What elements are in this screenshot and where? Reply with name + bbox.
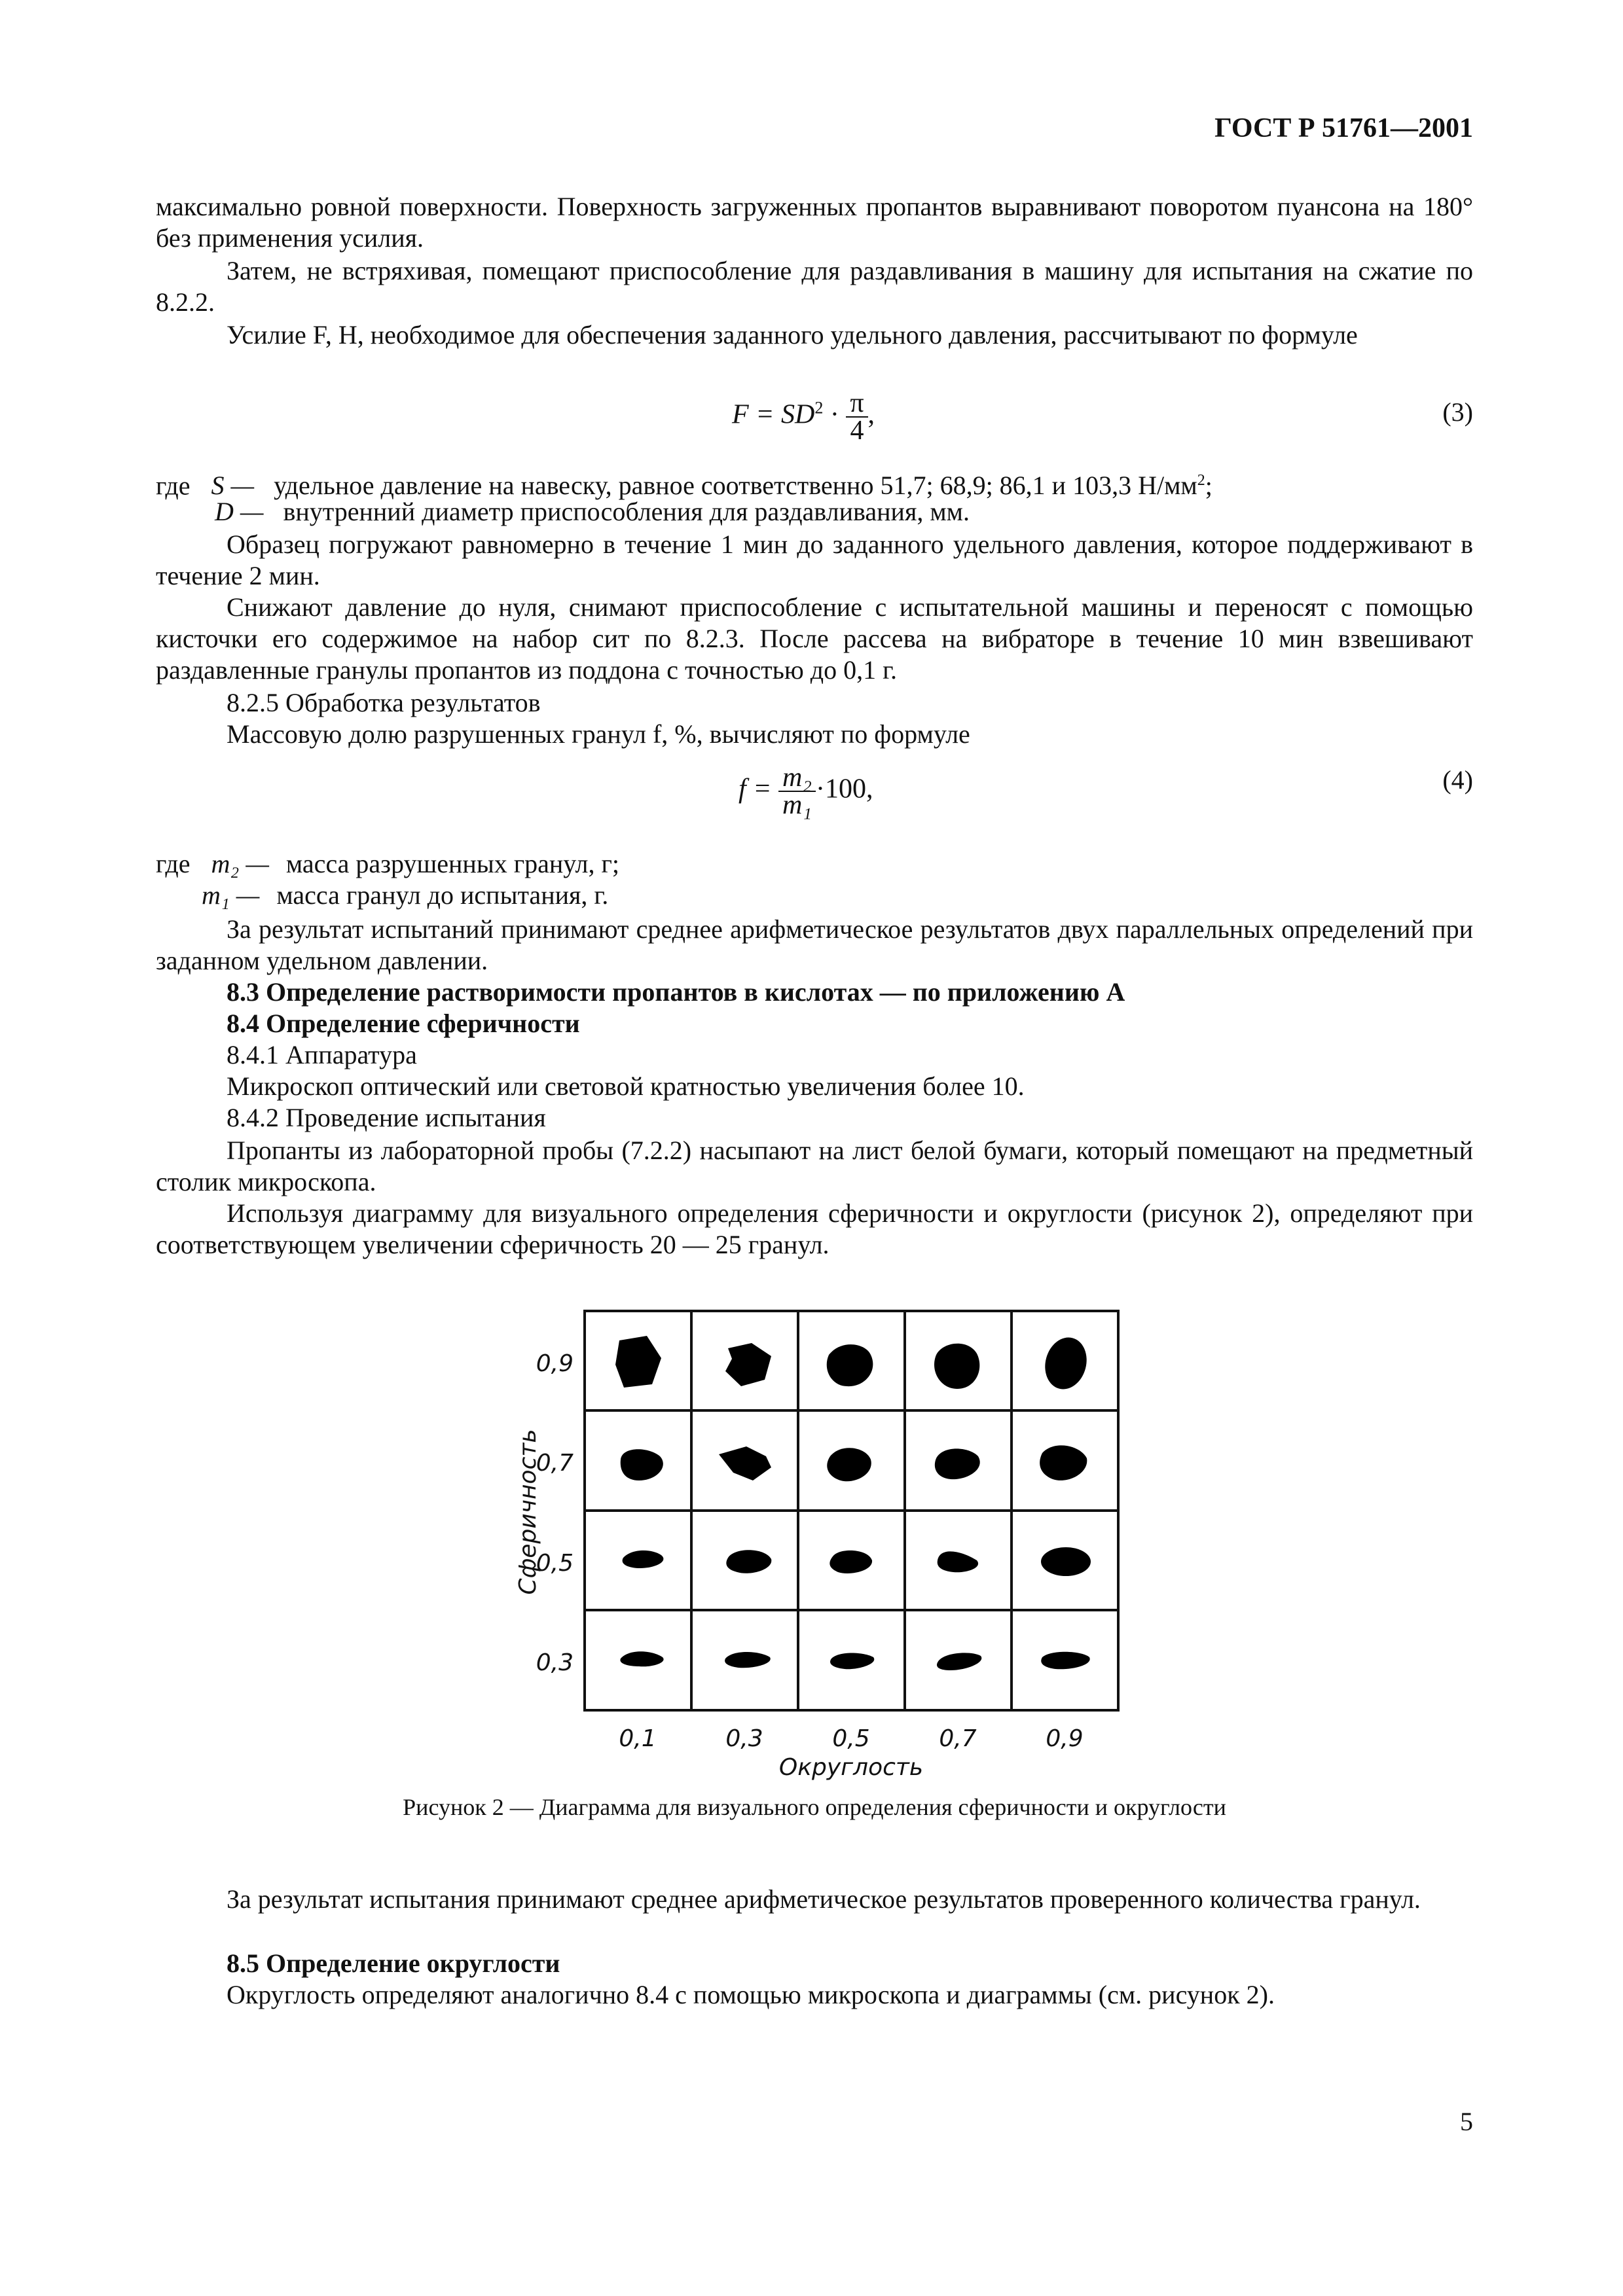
equation-3-dot: ·: [830, 399, 839, 430]
grain-s07-r05: [827, 1448, 871, 1481]
x-axis-label: Округлость: [778, 1754, 924, 1781]
paragraph-1: максимально ровной поверхности. Поверхность загруженных пропантов выравнивают поворотом пуансона на 180° без применения усилия.: [156, 192, 1473, 253]
equation-3-tail: ,: [867, 399, 875, 430]
grain-s07-r03: [719, 1446, 771, 1480]
equation-4-number: (4): [1442, 765, 1473, 795]
grain-s03-r09: [1041, 1652, 1089, 1670]
where-m2-text: масса разрушенных гранул, г;: [285, 849, 619, 878]
figure-2-caption: Рисунок 2 — Диаграмма для визуального определения сферичности и округлости: [403, 1794, 1226, 1820]
y-axis-label: Сферичность: [515, 1429, 541, 1595]
where-d-symbol: D —: [215, 497, 264, 526]
section-8-3: 8.3 Определение растворимости пропантов в кислотах — по приложению А: [227, 977, 1125, 1007]
x-tick-label: 0,1: [619, 1725, 657, 1752]
grain-s09-r05: [827, 1344, 873, 1386]
grain-s09-r01: [615, 1336, 661, 1388]
where-s-end: ;: [1205, 471, 1213, 501]
equation-4-numerator: m₂: [778, 764, 816, 792]
paragraph-12: Округлость определяют аналогично 8.4 с помощью микроскопа и диаграммы (см. рисунок 2).: [227, 1980, 1275, 2009]
equation-4-lhs: f =: [739, 774, 772, 804]
equation-3-number: (3): [1442, 397, 1473, 427]
equation-3-exponent: 2: [814, 398, 824, 418]
section-8-4: 8.4 Определение сферичности: [227, 1009, 580, 1038]
where-s-prefix: где: [156, 471, 191, 501]
where-d-text: внутренний диаметр приспособления для раздавливания, мм.: [283, 497, 970, 526]
x-tick-label: 0,9: [1046, 1725, 1084, 1752]
grain-s09-r07: [934, 1344, 979, 1389]
equation-3-lhs: F = SD: [732, 399, 815, 430]
grain-s05-r09: [1041, 1547, 1091, 1576]
equation-3-denominator: 4: [850, 416, 864, 446]
document-header: ГОСТ Р 51761—2001: [1214, 113, 1473, 143]
grain-s07-r01: [621, 1449, 663, 1480]
grain-s07-r07: [935, 1448, 980, 1479]
where-s-symbol: S —: [211, 471, 255, 501]
paragraph-7: За результат испытаний принимают среднее арифметическое результатов двух параллельных определений при заданном удельном давлении.: [156, 914, 1473, 975]
y-tick-label: 0,9: [536, 1350, 574, 1377]
paragraph-8: Микроскоп оптический или световой кратностью увеличения более 10.: [227, 1071, 1025, 1101]
grain-s03-r03: [725, 1652, 771, 1668]
paragraph-10: Используя диаграмму для визуального определения сферичности и округлости (рисунок 2), определяют при соответствующем увеличении сферичность 20 — 25 гранул.: [156, 1198, 1473, 1259]
where-m1-text: масса гранул до испытания, г.: [276, 880, 609, 910]
paragraph-2: Затем, не встряхивая, помещают приспособление для раздавливания в машину для испытания на сжатие по 8.2.2.: [156, 256, 1473, 317]
section-8-2-5: 8.2.5 Обработка результатов: [227, 688, 541, 717]
where-m2-prefix: где: [156, 849, 191, 878]
grain-s09-r09: [1040, 1333, 1093, 1393]
section-8-4-2: 8.4.2 Проведение испытания: [227, 1103, 546, 1132]
y-tick-label: 0,5: [536, 1550, 574, 1577]
section-8-4-1: 8.4.1 Аппаратура: [227, 1040, 417, 1069]
equation-4-tail: ·100,: [815, 774, 873, 804]
y-tick-label: 0,3: [536, 1649, 574, 1676]
paragraph-9: Пропанты из лабораторной пробы (7.2.2) насыпают на лист белой бумаги, который помещают на предметный столик микроскопа.: [156, 1136, 1473, 1196]
grain-s05-r07: [938, 1551, 978, 1572]
grain-s05-r01: [623, 1551, 664, 1568]
x-tick-label: 0,3: [725, 1725, 763, 1752]
where-m2-symbol: m₂ —: [211, 849, 269, 878]
where-m1-symbol: m₁ —: [202, 880, 260, 910]
grain-shapes: [615, 1333, 1092, 1670]
grain-s05-r03: [726, 1550, 771, 1573]
paragraph-11: За результат испытания принимают среднее арифметическое результатов проверенного количества гранул.: [227, 1884, 1421, 1914]
paragraph-6: Массовую долю разрушенных гранул f, %, вычисляют по формуле: [227, 719, 970, 749]
page-number: 5: [1460, 2107, 1473, 2136]
grain-s03-r07: [937, 1653, 981, 1670]
grain-s05-r05: [830, 1551, 872, 1573]
where-s-sup: 2: [1197, 472, 1205, 489]
equation-4-denominator: m₁: [782, 790, 812, 820]
section-8-5: 8.5 Определение округлости: [227, 1948, 560, 1978]
x-tick-label: 0,7: [939, 1725, 977, 1752]
where-s-text: удельное давление на навеску, равное соответственно 51,7; 68,9; 86,1 и 103,3 Н/мм: [274, 471, 1197, 501]
y-tick-label: 0,7: [536, 1450, 574, 1477]
paragraph-3: Усилие F, Н, необходимое для обеспечения заданного удельного давления, рассчитывают по формуле: [227, 320, 1358, 350]
grain-s09-r03: [725, 1343, 771, 1386]
paragraph-5: Снижают давление до нуля, снимают приспособление с испытательной машины и переносят с помощью кисточки его содержимое на набор сит по 8.2.3. После рассева на вибраторе в течение 10 мин взвешивают раздавленные гранулы пропантов из поддона с точностью до 0,1 г.: [156, 592, 1473, 685]
equation-3-numerator: π: [846, 390, 867, 418]
x-tick-label: 0,5: [832, 1725, 870, 1752]
grain-s03-r05: [830, 1653, 874, 1670]
grain-s07-r09: [1040, 1445, 1087, 1480]
paragraph-4: Образец погружают равномерно в течение 1 мин до заданного удельного давления, которое поддерживают в течение 2 мин.: [156, 529, 1473, 590]
grain-s03-r01: [620, 1651, 663, 1666]
